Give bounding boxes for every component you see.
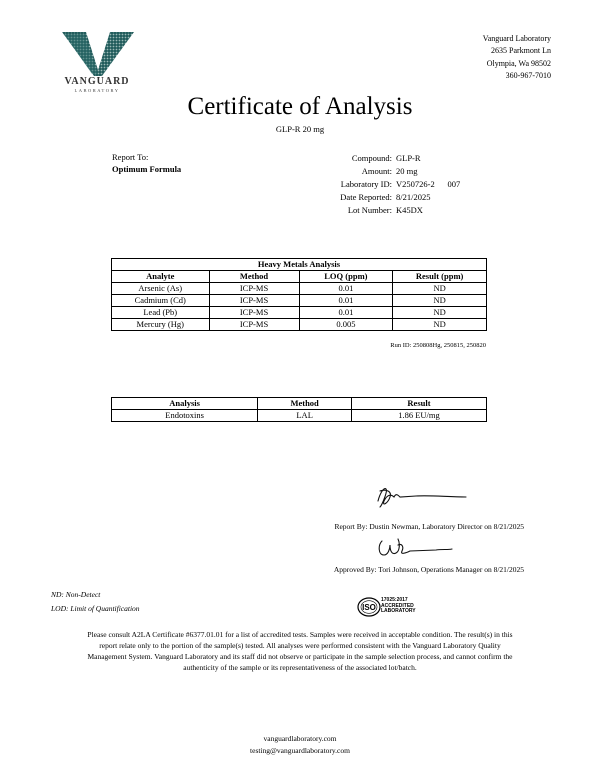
- table-cell: ICP-MS: [209, 319, 299, 331]
- run-id: Run ID: 250808Hg, 250815, 250820: [390, 342, 486, 349]
- table-cell: LAL: [258, 410, 352, 422]
- sample-info: [300, 152, 460, 217]
- info-value: GLP-R: [396, 153, 421, 163]
- table-header-row: [112, 398, 487, 410]
- table-cell: ICP-MS: [209, 307, 299, 319]
- table-cell: 1.86 EU/mg: [352, 410, 487, 422]
- table-cell: 0.01: [299, 295, 393, 307]
- signature-director-icon: [370, 483, 470, 513]
- page-subtitle: GLP-R 20 mg: [275, 124, 325, 134]
- signature-manager-icon: [376, 535, 456, 561]
- table-caption: Heavy Metals Analysis: [112, 259, 487, 271]
- disclaimer-line: Management System. Vanguard Laboratory and its staff did not observe or participate in the sample selection process, and cannot confirm the: [87, 652, 513, 661]
- table-cell: ND: [393, 307, 487, 319]
- approved-by-text: Approved By: Tori Johnson, Operations Manager on 8/21/2025: [333, 565, 524, 574]
- table-row: [112, 319, 487, 331]
- info-label: Date Reported:: [340, 192, 392, 202]
- lab-city: Olympia, Wa 98502: [486, 58, 551, 68]
- logo-subtext: LABORATORY: [74, 88, 120, 93]
- website-text: vanguardlaboratory.com: [263, 734, 337, 743]
- iso-accreditation: [381, 598, 416, 615]
- info-row-lab-id: [300, 178, 460, 191]
- info-row-lot: [300, 204, 460, 217]
- table-row: [112, 307, 487, 319]
- column-header: Method: [258, 398, 352, 410]
- table-row: [112, 410, 487, 422]
- footnote-nd: ND: Non-Detect: [51, 590, 101, 599]
- table-cell: Mercury (Hg): [112, 319, 210, 331]
- disclaimer: [52, 629, 548, 673]
- table-cell: ND: [393, 319, 487, 331]
- table-cell: ICP-MS: [209, 295, 299, 307]
- column-header: Analysis: [112, 398, 258, 410]
- table-header-row: [112, 271, 487, 283]
- iso-seal-icon: [357, 597, 381, 617]
- table-cell: ND: [393, 283, 487, 295]
- info-value: 20 mg: [396, 166, 418, 176]
- column-header: Method: [209, 271, 299, 283]
- info-label: Lot Number:: [347, 205, 392, 215]
- info-value: 8/21/2025: [396, 192, 431, 202]
- info-value: K45DX: [396, 205, 423, 215]
- footnote-lod: LOD: Limit of Quantification: [51, 604, 140, 613]
- table-cell: Arsenic (As): [112, 283, 210, 295]
- table-cell: 0.01: [299, 283, 393, 295]
- endotoxin-table: [111, 397, 487, 422]
- column-header: Analyte: [112, 271, 210, 283]
- page-title: Certificate of Analysis: [187, 93, 413, 120]
- info-value: V250726-2 007: [396, 179, 461, 189]
- info-row-date: [300, 191, 460, 204]
- table-row: [112, 295, 487, 307]
- email-text: testing@vanguardlaboratory.com: [250, 746, 350, 755]
- table-cell: Lead (Pb): [112, 307, 210, 319]
- column-header: Result (ppm): [393, 271, 487, 283]
- column-header: LOQ (ppm): [299, 271, 393, 283]
- report-by-text: Report By: Dustin Newman, Laboratory Director on 8/21/2025: [334, 522, 524, 531]
- table-caption-row: [112, 259, 487, 271]
- info-row-amount: [300, 165, 460, 178]
- contact-footer: [0, 733, 600, 757]
- column-header: Result: [352, 398, 487, 410]
- lab-name: Vanguard Laboratory: [482, 34, 551, 43]
- table-cell: Endotoxins: [112, 410, 258, 422]
- report-to-label: Report To:: [112, 152, 149, 162]
- logo-wordmark: VANGUARD: [64, 76, 130, 87]
- info-label: Laboratory ID:: [340, 179, 392, 189]
- lab-address: [483, 33, 551, 82]
- disclaimer-line: Please consult A2LA Certificate #6377.01.01 for a list of accredited tests. Samples were received in acceptable condition. The result(s) in this: [87, 630, 513, 639]
- iso-mark: ISO: [362, 603, 376, 612]
- iso-line3: LABORATORY: [381, 608, 416, 614]
- disclaimer-line: authenticity of the sample or its representativeness of the associated lot/batch.: [183, 663, 417, 672]
- info-label: Amount:: [361, 166, 392, 176]
- table-row: [112, 283, 487, 295]
- iso-line2: ACCREDITED: [381, 602, 414, 609]
- info-label: Compound:: [351, 153, 392, 163]
- table-cell: 0.005: [299, 319, 393, 331]
- info-row-compound: [300, 152, 460, 165]
- lab-phone: 360-967-7010: [505, 70, 551, 80]
- lab-street: 2635 Parkmont Ln: [491, 46, 551, 56]
- heavy-metals-table: [111, 258, 487, 331]
- table-cell: Cadmium (Cd): [112, 295, 210, 307]
- table-cell: ICP-MS: [209, 283, 299, 295]
- disclaimer-line: report relate only to the portion of the sample(s) tested. All analyses were performed consistent with the Vanguard Laboratory Quality: [99, 641, 501, 650]
- table-cell: ND: [393, 295, 487, 307]
- table-cell: 0.01: [299, 307, 393, 319]
- iso-standard: 17025:2017: [381, 597, 408, 603]
- report-to-value: Optimum Formula: [112, 164, 182, 174]
